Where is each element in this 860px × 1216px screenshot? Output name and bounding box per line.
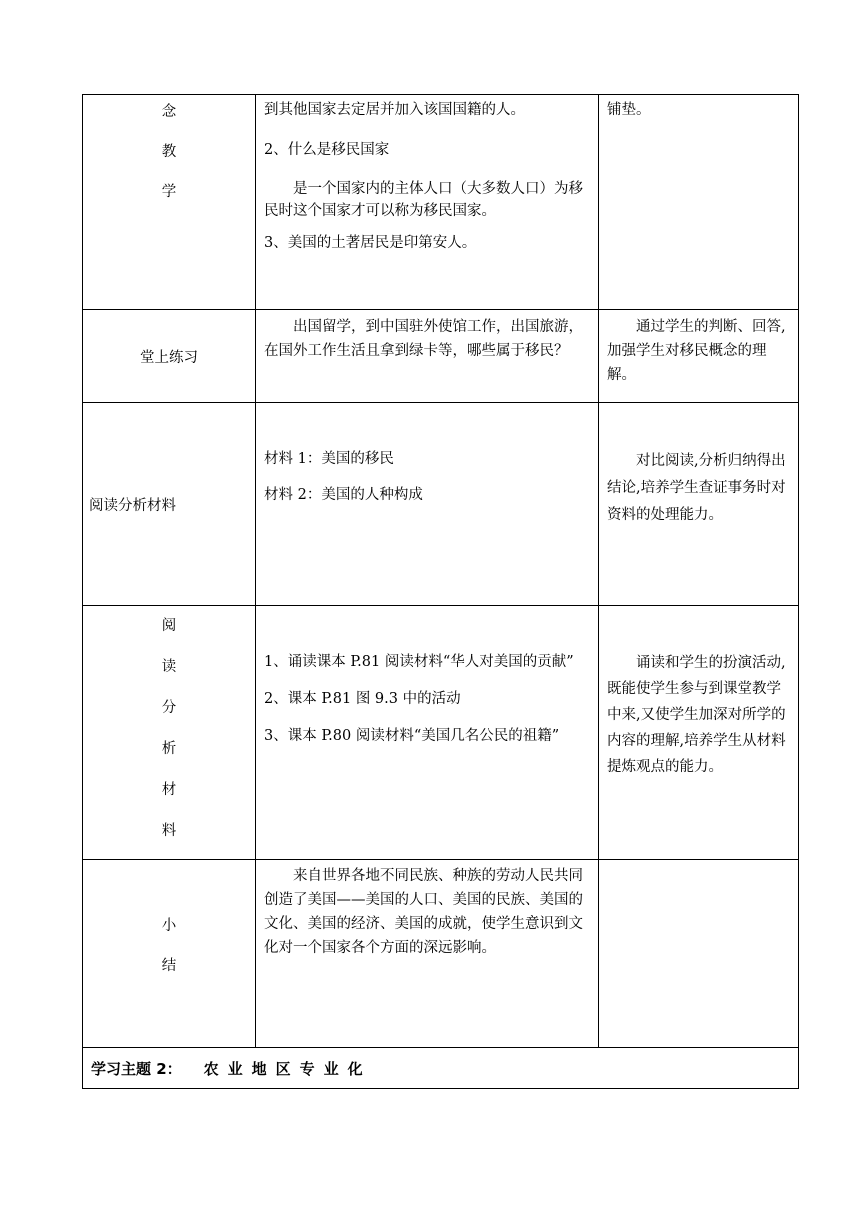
label-char: 材	[161, 782, 177, 798]
label-char: 析	[161, 741, 177, 757]
content-line: 材料 2：美国的人种构成	[264, 487, 423, 503]
table-row	[83, 310, 799, 403]
table-row	[83, 1048, 799, 1089]
row-label	[83, 860, 256, 1048]
row-note	[599, 310, 799, 403]
row-note	[599, 403, 799, 606]
table-row	[83, 403, 799, 606]
row-label	[83, 606, 256, 860]
table-row	[83, 860, 799, 1048]
content-paragraph: 来自世界各地不同民族、种族的劳动人民共同创造了美国——美国的人口、美国的民族、美国的文化、美国的经济、美国的成就，使学生意识到文化对一个国家各个方面的深远影响。	[264, 868, 583, 956]
label-text: 阅读分析材料	[89, 497, 176, 514]
content-line: 2、什么是移民国家	[264, 142, 390, 158]
content-line: 1、诵读课本 P.81 阅读材料“华人对美国的贡献”	[264, 654, 574, 670]
label-char: 结	[161, 958, 177, 974]
note-text: 通过学生的判断、回答,加强学生对移民概念的理解。	[607, 319, 786, 383]
table-row	[83, 606, 799, 860]
label-char: 读	[161, 659, 177, 675]
note-text: 诵读和学生的扮演活动,既能使学生参与到课堂教学中来,又使学生加深对所学的内容的理解,培养学生从材料提炼观点的能力。	[607, 655, 786, 775]
content-line: 到其他国家去定居并加入该国国籍的人。	[264, 102, 525, 118]
row-content	[256, 95, 599, 310]
content-paragraph: 是一个国家内的主体人口（大多数人口）为移民时这个国家才可以称为移民国家。	[264, 181, 583, 219]
row-content	[256, 606, 599, 860]
label-char: 学	[161, 184, 177, 200]
content-line: 3、美国的土著居民是印第安人。	[264, 235, 477, 251]
content-line: 3、课本 P.80 阅读材料“美国几名公民的祖籍”	[264, 728, 560, 744]
label-char: 料	[161, 823, 177, 839]
row-label	[83, 310, 256, 403]
label-char: 阅	[161, 618, 177, 634]
row-content	[256, 310, 599, 403]
label-char: 分	[161, 700, 177, 716]
label-char: 教	[161, 144, 177, 160]
row-note	[599, 860, 799, 1048]
row-content	[256, 860, 599, 1048]
table-row	[83, 95, 799, 310]
note-text: 铺垫。	[607, 102, 651, 118]
theme-label: 学习主题 2：	[91, 1059, 182, 1078]
note-text: 对比阅读,分析归纳得出结论,培养学生查证事务时对资料的处理能力。	[607, 453, 786, 523]
content-paragraph: 出国留学，到中国驻外使馆工作，出国旅游，在国外工作生活且拿到绿卡等，哪些属于移民？	[264, 319, 583, 359]
label-char: 念	[161, 104, 177, 120]
label-char: 小	[161, 918, 177, 934]
row-label	[83, 403, 256, 606]
row-note	[599, 606, 799, 860]
row-label	[83, 95, 256, 310]
label-text: 堂上练习	[140, 349, 198, 366]
content-line: 2、课本 P.81 图 9.3 中的活动	[264, 691, 461, 707]
lesson-plan-table	[82, 94, 799, 1089]
theme-heading	[83, 1048, 799, 1089]
row-content	[256, 403, 599, 606]
theme-title: 农业地区专业化	[203, 1059, 372, 1078]
row-note	[599, 95, 799, 310]
content-line: 材料 1：美国的移民	[264, 451, 394, 467]
